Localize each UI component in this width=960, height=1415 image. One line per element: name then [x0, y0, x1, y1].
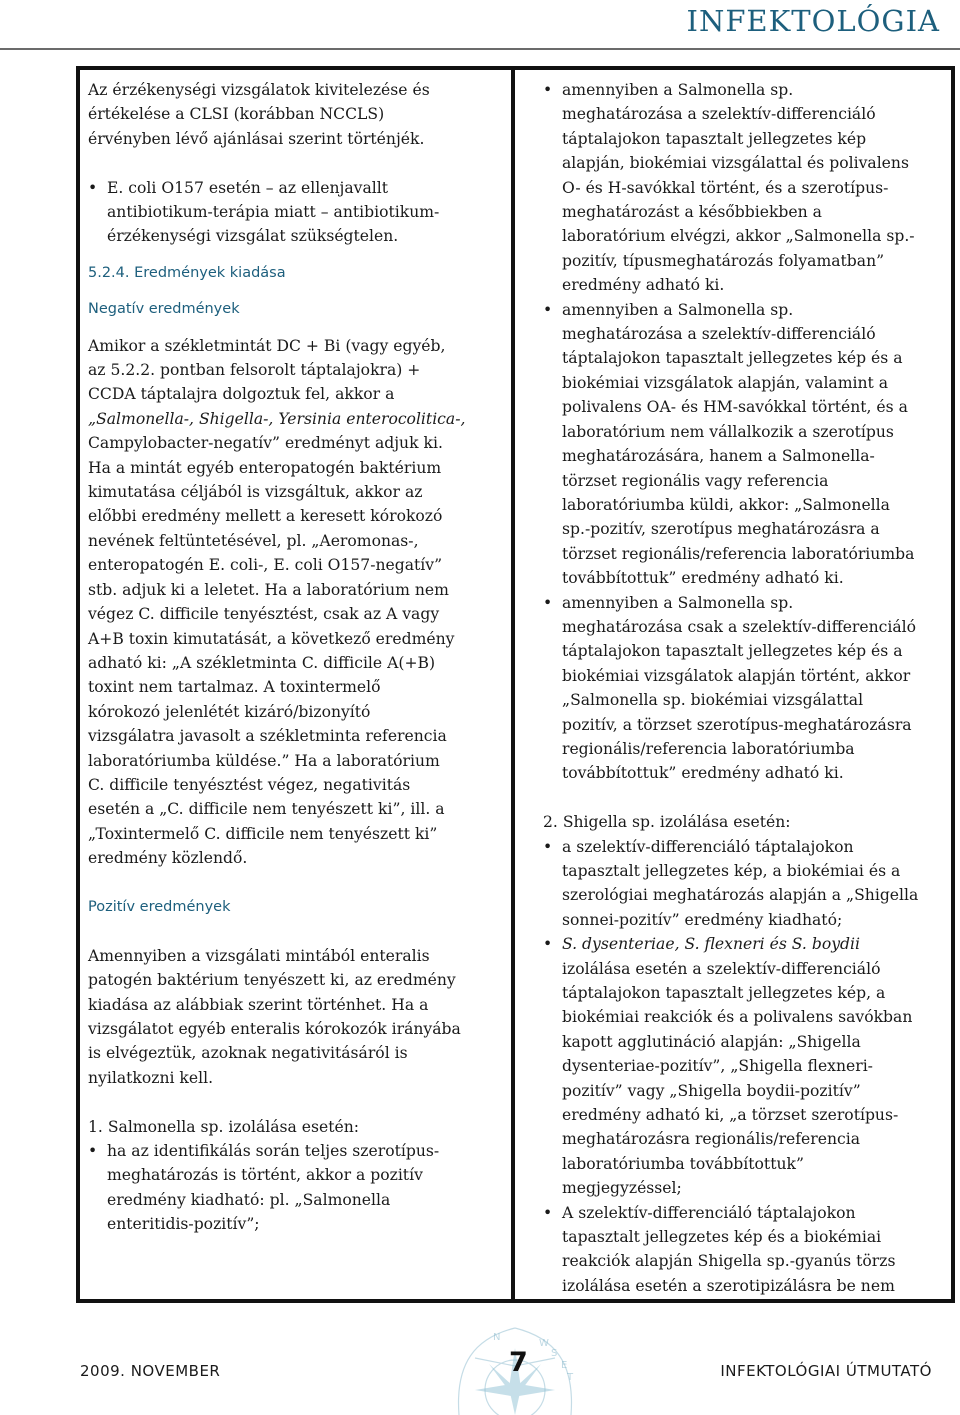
page-number: 7 — [509, 1347, 528, 1378]
bullet-icon: • — [543, 593, 553, 612]
compass-letter: T — [567, 1372, 574, 1383]
bullet-icon: • — [543, 935, 553, 954]
positive-results-heading: Pozitív eredmények — [88, 898, 231, 915]
left-column — [88, 78, 498, 1237]
ecoli-bullet: • E. coli O157 esetén – az ellenjavallt antibiotikum-terápia miatt – antibiotikum- érzékenységi vizsgálat szükségtelen. — [88, 176, 498, 249]
bullet-icon: • — [88, 1142, 98, 1160]
shigella-bullet-suspected: • A szelektív-differenciáló táptalajokon tapasztalt jellegzetes kép és a biokémiai reakciók alapján Shigella sp.-gyanús törzs izolálása esetén a szerotipizálásra be nem — [543, 1201, 947, 1299]
section-heading: 5.2.4. Eredmények kiadása — [88, 264, 286, 281]
footer-date: 2009. NOVEMBER — [80, 1362, 221, 1380]
bullet-icon: • — [543, 81, 553, 99]
salmonella-bullet-sent-to-reference: • amennyiben a Salmonella sp. meghatározása a szelektív-differenciáló táptalajokon tapasztalt jellegzetes kép és a biokémiai vizsgálatok alapján, valamint a polivalens OA- és HM-savókkal történt, és a laboratórium nem vállalkozik a szerotípus meghatározására, hanem a Salmonella- törzset regionális vagy referencia laboratóriumba küldi, akkor: „Salmonella sp.-pozitív, szerotípus meghatározásra a törzset regionális/referencia laboratóriumba továbbítottuk” eredmény adható ki. — [543, 298, 947, 591]
salmonella-bullet-biochemical-only: • amennyiben a Salmonella sp. meghatározása csak a szelektív-differenciáló táptalajokon tapasztalt jellegzetes kép és a biokémiai vizsgálatok alapján történt, akkor „Salmonella sp. biokémiai vizsgálattal pozitív, a törzset szerotípus-meghatározásra regionális/referencia laboratóriumba továbbítottuk” eredmény adható ki. — [543, 591, 947, 786]
bullet-icon: • — [88, 178, 98, 197]
bullet-icon: • — [543, 1203, 553, 1222]
salmonella-bullet-serotype: • ha az identifikálás során teljes szerotípus- meghatározás is történt, akkor a pozitív eredmény kiadható: pl. „Salmonella enteritidis-pozitív”; — [88, 1139, 498, 1237]
shigella-item-heading: 2. Shigella sp. izolálása esetén: — [543, 813, 791, 832]
compass-letter: E — [561, 1360, 568, 1371]
salmonella-bullet-typing-in-progress: • amennyiben a Salmonella sp. meghatározása a szelektív-differenciáló táptalajokon tapasztalt jellegzetes kép alapján, biokémiai vizsgálattal és polivalens O- és H-savókkal történt, és a szerotípus- meghatározást a későbbiekben a laboratórium elvégzi, akkor „Salmonella sp.- pozitív, típusmeghatározás folyamatban” eredmény adható ki. — [543, 78, 947, 298]
compass-letter: S — [551, 1348, 558, 1359]
header-rule — [0, 48, 960, 50]
negative-results-heading: Negatív eredmények — [88, 301, 240, 318]
compass-letter: W — [539, 1338, 549, 1349]
negative-results-paragraph: Amikor a székletmintát DC + Bi (vagy egyéb, az 5.2.2. pontban felsorolt táptalajokra) + CCDA táptalajra dolgoztuk fel, akkor a „Salmonella-, Shigella-, Yersinia enterocolitica-, Campylobacter-negatív” eredményt adjuk ki. Ha a mintát egyéb enteropatogén baktérium kimutatása céljából is vizsgáltuk, akkor az előbbi eredmény mellett a keresett kórokozó nevének feltüntetésével, pl. „Aeromonas-, enteropatogén E. coli-, E. coli O157-negatív” stb. adjuk ki a leletet. Ha a laboratórium nem végez C. difficile tenyésztést, csak az A vagy A+B toxin kimutatását, a következő eredmény adható ki: „A székletminta C. difficile A(+B) toxint nem tartalmaz. A toxintermelő kórokozó jelenlétét kizáró/bizonyító vizsgálatra javasolt a székletminta referencia laboratóriumba küldése.” Ha a laboratórium C. difficile tenyésztést végez, negativitás esetén a „C. difficile nem tenyészett ki”, ill. a „Toxintermelő C. difficile nem tenyészett ki” eredmény közlendő. — [88, 336, 466, 868]
positive-results-paragraph: Amennyiben a vizsgálati mintából enteralis patogén baktérium tenyészett ki, az eredmény kiadása az alábbiak szerint történhet. Ha a vizsgálatot egyéb enteralis kórokozók irányába is elvégeztük, azoknak negativitásáról is nyilatkozni kell. — [88, 946, 461, 1087]
running-header-title: INFEKTOLÓGIA — [686, 4, 940, 38]
column-divider — [511, 66, 515, 1303]
footer-publication-title: INFEKTOLÓGIAI ÚTMUTATÓ — [720, 1362, 932, 1380]
compass-letter: N — [493, 1332, 501, 1343]
intro-paragraph: Az érzékenységi vizsgálatok kivitelezése és értékelése a CLSI (korábban NCCLS) érvényben lévő ajánlásai szerint történjék. — [88, 81, 430, 148]
right-column — [543, 78, 947, 1298]
salmonella-item-heading: 1. Salmonella sp. izolálása esetén: — [88, 1117, 360, 1136]
bullet-icon: • — [543, 837, 553, 856]
bullet-icon: • — [543, 300, 553, 319]
shigella-bullet-other-species: • S. dysenteriae, S. flexneri és S. boydii izolálása esetén a szelektív-differenciáló táptalajokon tapasztalt jellegzetes kép, a biokémiai reakciók és a polivalens savókban kapott agglutináció alapján: „Shigella dysenteriae-pozitív”, „Shigella flexneri- pozitív” vagy „Shigella boydii-pozitív” eredmény adható ki, „a törzset szerotípus- meghatározásra regionális/referencia laboratóriumba továbbítottuk” megjegyzéssel; — [543, 932, 947, 1200]
shigella-bullet-sonnei: • a szelektív-differenciáló táptalajokon tapasztalt jellegzetes kép, a biokémiai és a szerológiai meghatározás alapján a „Shigella sonnei-pozitív” eredmény kiadható; — [543, 835, 947, 933]
